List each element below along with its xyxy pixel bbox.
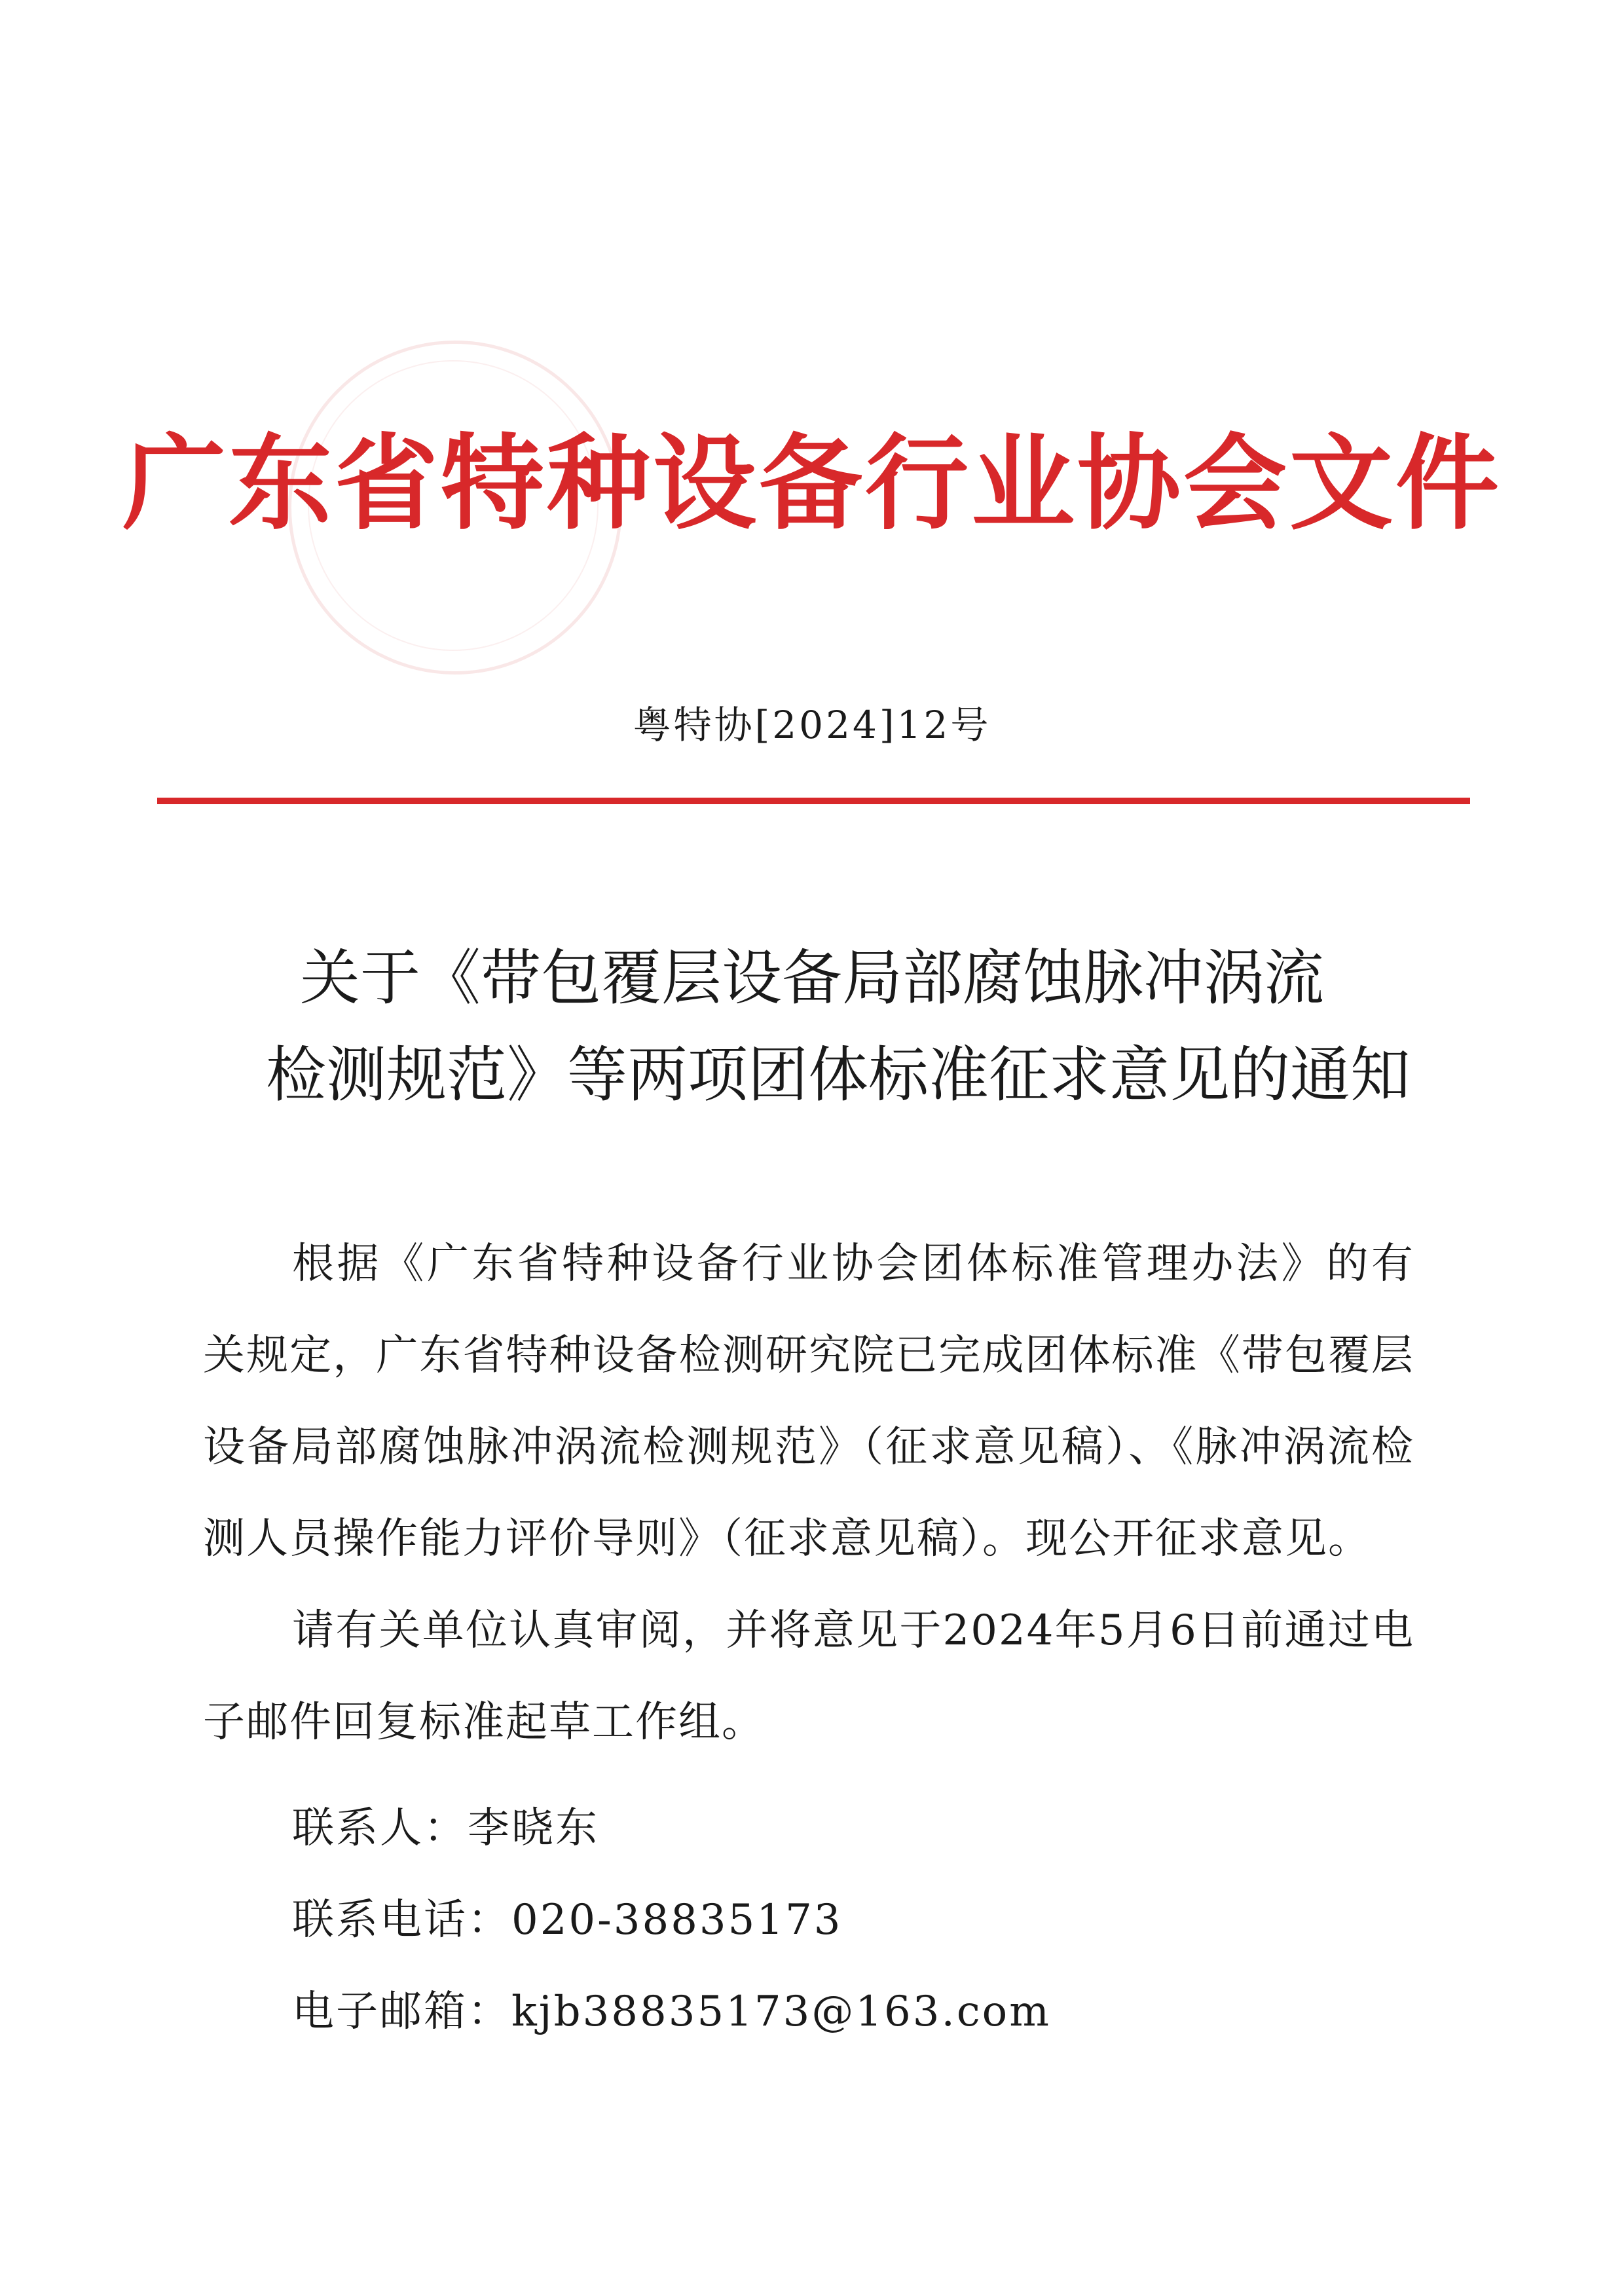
notice-title-line-2: 检测规范》等两项团体标准征求意见的通知 [265, 1040, 1411, 1110]
body-paragraph-1: 根据《广东省特种设备行业协会团体标准管理办法》的有关规定，广东省特种设备检测研究院已完成团体标准《带包覆层设备局部腐蚀脉冲涡流检测规范》（征求意见稿）、《脉冲涡流检测人员操作能力评价导则》（征求意见稿）。现公开征求意见。 [203, 1240, 1414, 1563]
document-number: 粤特协[2024]12号 [633, 703, 991, 747]
body-paragraph-2: 请有关单位认真审阅，并将意见于2024年5月6日前通过电子邮件回复标准起草工作组。 [203, 1606, 1414, 1747]
contact-phone: 联系电话：020-38835173 [292, 1896, 843, 1944]
issuer-header-title: 广东省特种设备行业协会文件 [122, 423, 1502, 544]
notice-title [0, 930, 1624, 1124]
notice-body [203, 1218, 1414, 1768]
red-divider-line [157, 798, 1470, 804]
contact-email: 电子邮箱：kjb38835173@163.com [292, 1988, 1051, 2036]
notice-title-line-1: 关于《带包覆层设备局部腐蚀脉冲涡流 [299, 943, 1324, 1013]
contact-person: 联系人：李晓东 [292, 1804, 599, 1853]
